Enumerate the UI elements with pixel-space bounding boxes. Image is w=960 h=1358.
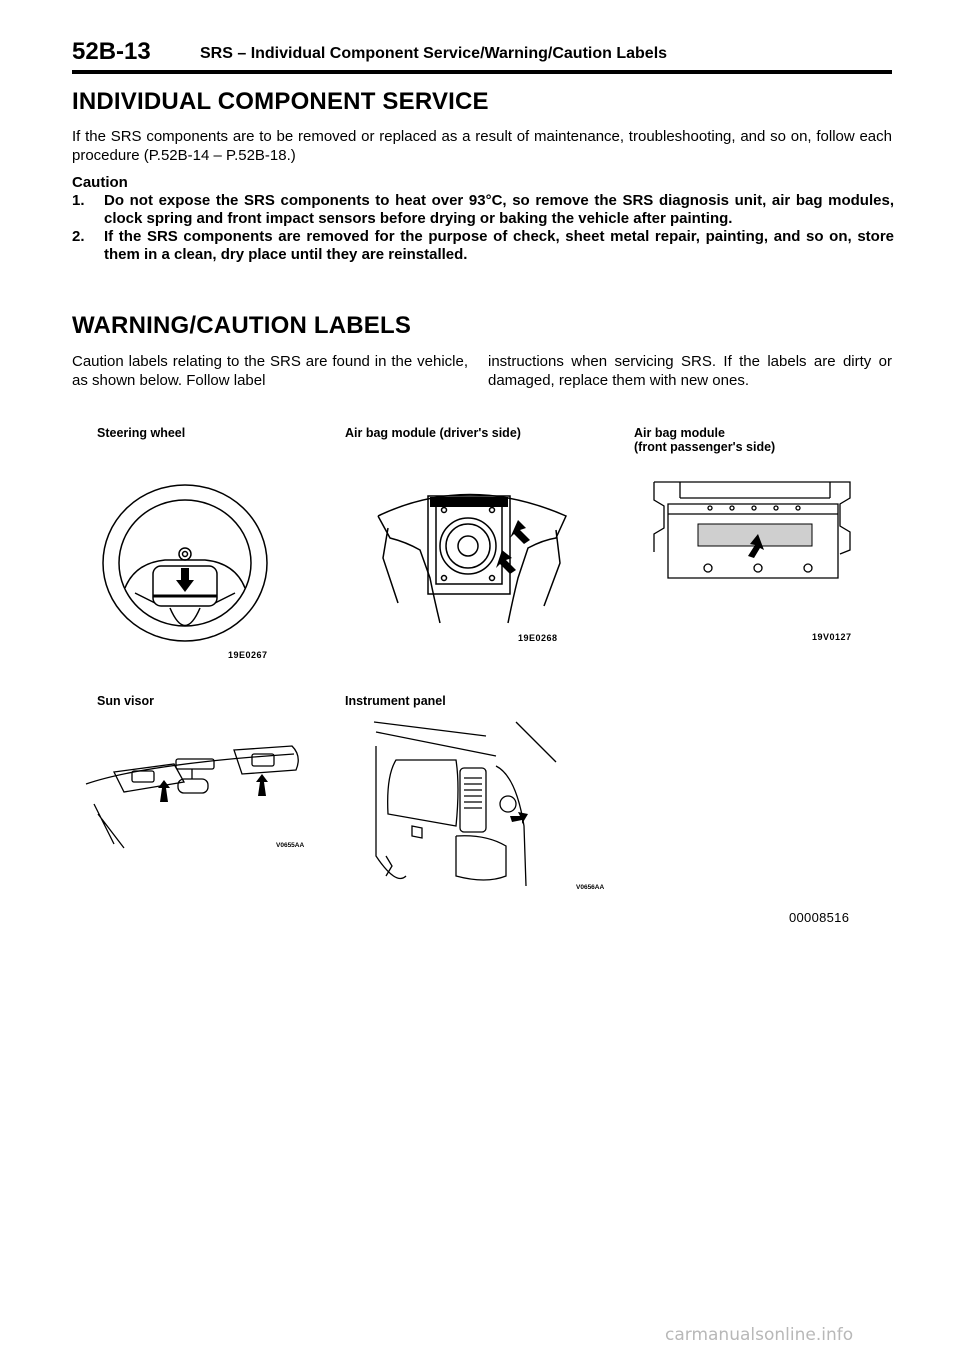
- figure-label-sun-visor: Sun visor: [97, 694, 154, 708]
- caution-item-number: 1.: [72, 192, 85, 209]
- header-rule: [72, 70, 892, 74]
- figure-code-sun-visor: V0655AA: [276, 842, 305, 849]
- caution-item-text: Do not expose the SRS components to heat over 93°C, so remove the SRS diagnosis unit, air bag modules, clock spring and front impact sensors before drying or baking the vehicle after painting.: [104, 192, 894, 227]
- figure-label-passenger-airbag: [634, 426, 775, 454]
- page-number: 52B-13: [72, 38, 151, 65]
- figure-label-instrument-panel: Instrument panel: [345, 694, 446, 708]
- page-header-title: SRS – Individual Component Service/Warning/Caution Labels: [200, 45, 668, 62]
- figure-label-line: Air bag module: [634, 426, 725, 440]
- figure-label-line: (front passenger's side): [634, 440, 776, 454]
- passenger-airbag-illustration: [650, 476, 855, 588]
- figure-label-driver-airbag: Air bag module (driver's side): [345, 426, 521, 440]
- steering-wheel-illustration: [95, 468, 295, 650]
- section-heading-component-service: INDIVIDUAL COMPONENT SERVICE: [72, 88, 489, 115]
- figure-code-steering-wheel: 19E0267: [228, 650, 268, 660]
- figure-code-driver-airbag: 19E0268: [518, 633, 558, 643]
- caution-item: [72, 192, 894, 228]
- intro-paragraph: If the SRS components are to be removed or replaced as a result of maintenance, troubleshooting, and so on, follow each procedure (P.52B-14 – P.52B-18.): [72, 128, 892, 164]
- caution-item: [72, 228, 894, 264]
- caution-item-text: If the SRS components are removed for the purpose of check, sheet metal repair, painting, and so on, store them in a clean, dry place until they are reinstalled.: [104, 228, 894, 263]
- caution-list: [72, 192, 894, 264]
- caution-heading: Caution: [72, 174, 128, 191]
- instrument-panel-illustration: [356, 716, 566, 890]
- labels-text-right-column: instructions when servicing SRS. If the labels are dirty or damaged, replace them with new ones.: [488, 353, 892, 389]
- figure-code-instrument-panel: V0656AA: [576, 884, 605, 891]
- labels-text-left-column: Caution labels relating to the SRS are found in the vehicle, as shown below. Follow label: [72, 353, 468, 389]
- driver-airbag-illustration: [368, 478, 578, 628]
- figure-label-steering-wheel: Steering wheel: [97, 426, 186, 440]
- watermark: carmanualsonline.info: [665, 1325, 854, 1345]
- caution-item-number: 2.: [72, 228, 85, 245]
- figure-code-passenger-airbag: 19V0127: [812, 632, 852, 642]
- sun-visor-illustration: [84, 744, 304, 848]
- document-id: 00008516: [789, 910, 850, 925]
- section-heading-warning-labels: WARNING/CAUTION LABELS: [72, 312, 412, 339]
